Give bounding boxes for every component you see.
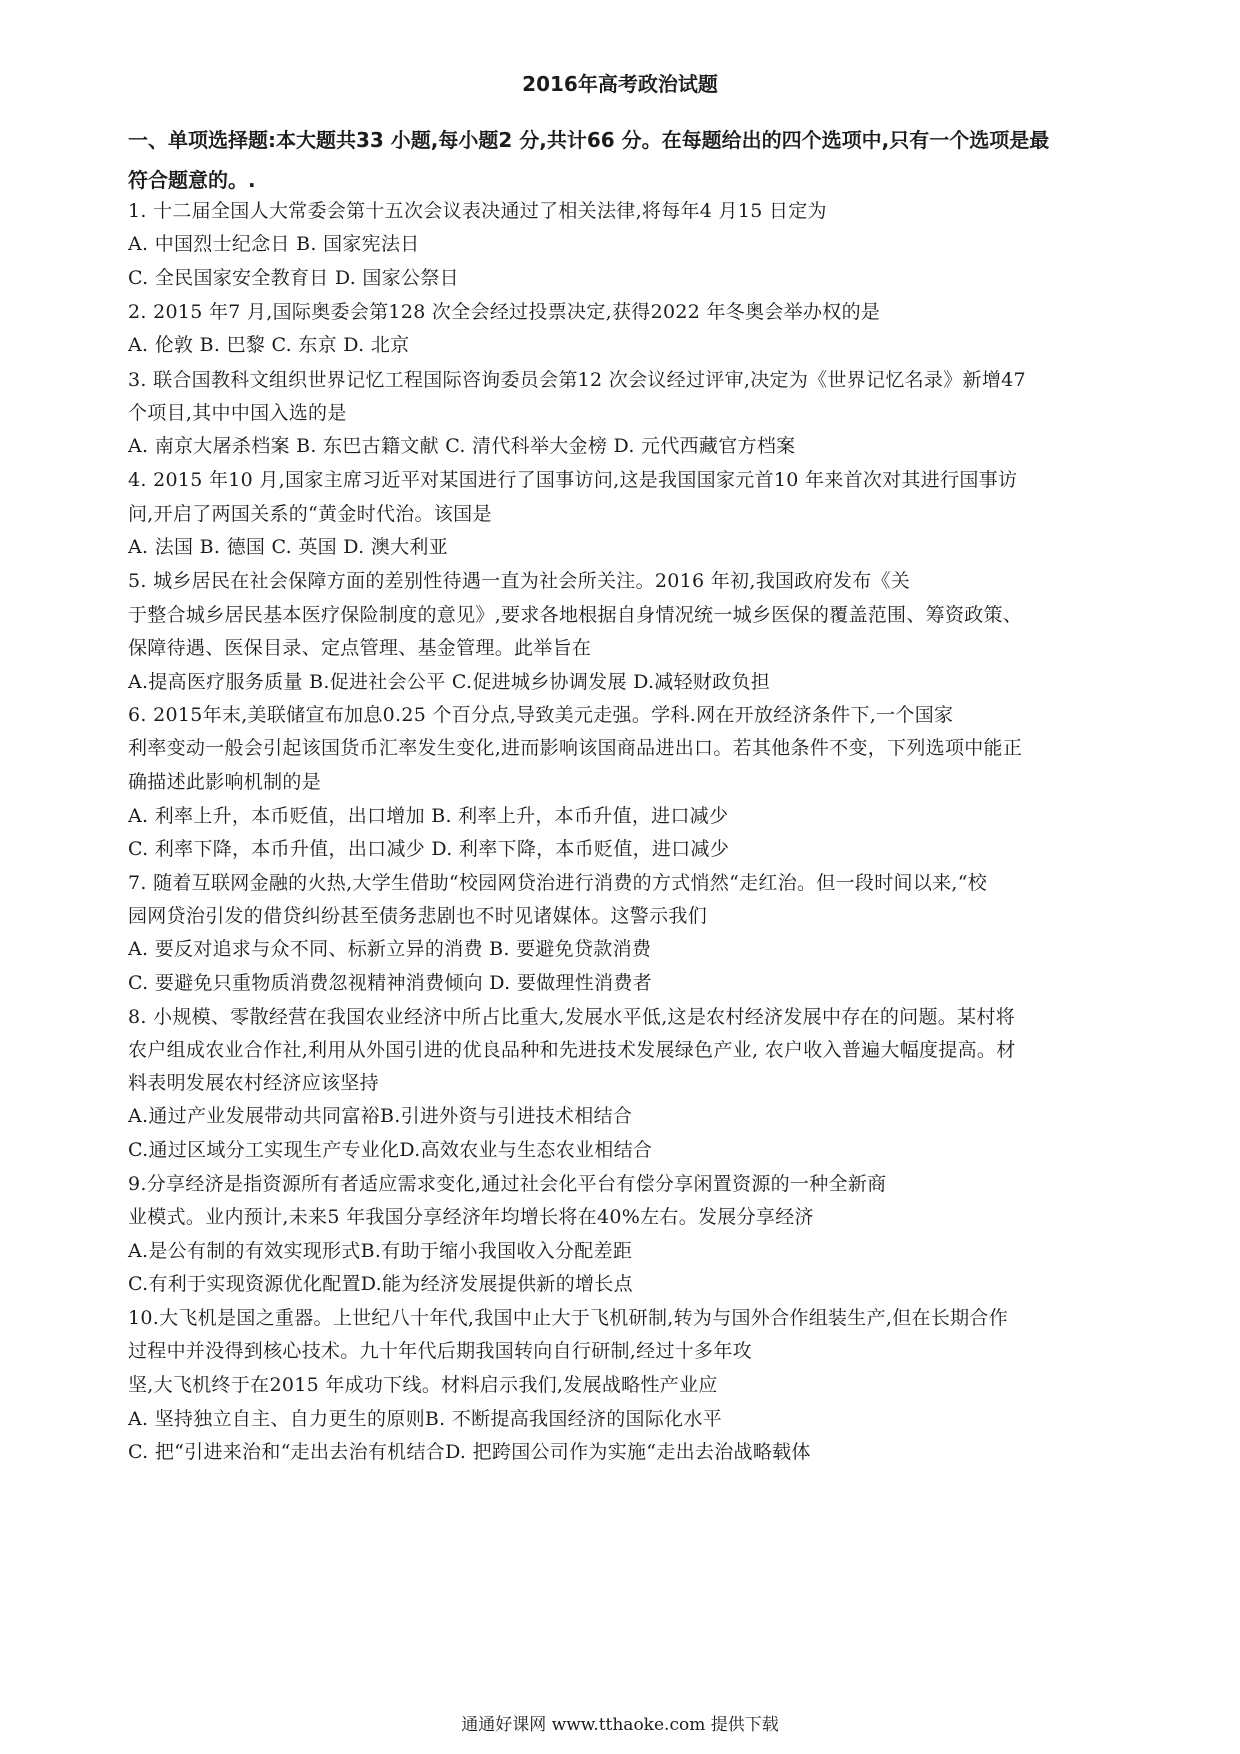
question-line: 7. 随着互联网金融的火热,大学生借助“校园网贷治进行消费的方式悄然“走红治。但一段时间以来,“校 — [128, 872, 988, 894]
question-line: 1. 十二届全国人大常委会第十五次会议表决通过了相关法律,将每年4 月15 日定为 — [128, 200, 827, 222]
question-line: C. 要避免只重物质消费忽视精神消费倾向 D. 要做理性消费者 — [128, 972, 652, 994]
question-line: A.是公有制的有效实现形式B.有助于缩小我国收入分配差距 — [128, 1240, 633, 1262]
question-line: 10.大飞机是国之重器。上世纪八十年代,我国中止大于飞机研制,转为与国外合作组装生产,但在长期合作 — [128, 1307, 1009, 1329]
question-line: C.通过区域分工实现生产专业化D.高效农业与生态农业相结合 — [128, 1139, 653, 1161]
question-line: 过程中并没得到核心技术。九十年代后期我国转向自行研制,经过十多年攻 — [128, 1340, 752, 1362]
question-line: 坚,大飞机终于在2015 年成功下线。材料启示我们,发展战略性产业应 — [128, 1374, 718, 1396]
question-line: C. 把“引进来治和“走出去治有机结合D. 把跨国公司作为实施“走出去治战略载体 — [128, 1441, 811, 1463]
question-line: 农户组成农业合作社,利用从外国引进的优良品种和先进技术发展绿色产业, 农户收入普遍大幅度提高。材 — [128, 1039, 1016, 1061]
question-line: 保障待遇、医保目录、定点管理、基金管理。此举旨在 — [128, 637, 592, 659]
section-heading-continued: 符合题意的。. — [128, 168, 256, 192]
question-line: 料表明发展农村经济应该坚持 — [128, 1072, 379, 1094]
question-line: 8. 小规模、零散经营在我国农业经济中所占比重大,发展水平低,这是农村经济发展中存在的问题。某村将 — [128, 1006, 1015, 1028]
question-line: A.通过产业发展带动共同富裕B.引进外资与引进技术相结合 — [128, 1105, 633, 1127]
question-line: A. 要反对追求与众不同、标新立异的消费 B. 要避免贷款消费 — [128, 938, 652, 960]
question-line: C.有利于实现资源优化配置D.能为经济发展提供新的增长点 — [128, 1273, 633, 1295]
question-line: 4. 2015 年10 月,国家主席习近平对某国进行了国事访问,这是我国国家元首10 年来首次对其进行国事访 — [128, 469, 1018, 491]
question-line: A.提高医疗服务质量 B.促进社会公平 C.促进城乡协调发展 D.减轻财政负担 — [128, 671, 771, 693]
question-line: 确描述此影响机制的是 — [128, 771, 322, 793]
page-title: 2016年高考政治试题 — [522, 72, 718, 96]
question-line: A. 利率上升，本币贬值，出口增加 B. 利率上升，本币升值，进口减少 — [128, 805, 729, 827]
question-line: A. 中国烈士纪念日 B. 国家宪法日 — [128, 233, 420, 255]
question-line: 3. 联合国教科文组织世界记忆工程国际咨询委员会第12 次会议经过评审,决定为《世界记忆名录》新增47 — [128, 369, 1026, 391]
question-line: A. 坚持独立自主、自力更生的原则B. 不断提高我国经济的国际化水平 — [128, 1408, 723, 1430]
question-line: 业模式。业内预计,未来5 年我国分享经济年均增长将在40%左右。发展分享经济 — [128, 1206, 814, 1228]
question-line: C. 利率下降，本币升值，出口减少 D. 利率下降，本币贬值，进口减少 — [128, 838, 730, 860]
question-line: A. 伦敦 B. 巴黎 C. 东京 D. 北京 — [128, 334, 410, 356]
question-line: C. 全民国家安全教育日 D. 国家公祭日 — [128, 267, 459, 289]
question-line: A. 南京大屠杀档案 B. 东巴古籍文献 C. 清代科举大金榜 D. 元代西藏官方档案 — [128, 435, 796, 457]
question-line: 2. 2015 年7 月,国际奥委会第128 次全会经过投票决定,获得2022 年冬奥会举办权的是 — [128, 301, 881, 323]
question-line: 6. 2015年末,美联储宣布加息0.25 个百分点,导致美元走强。学科.网在开放经济条件下,一个国家 — [128, 704, 954, 726]
question-line: 9.分享经济是指资源所有者适应需求变化,通过社会化平台有偿分享闲置资源的一种全新商 — [128, 1173, 887, 1195]
question-line: 问,开启了两国关系的“黄金时代治。该国是 — [128, 503, 492, 525]
question-line: 园网贷治引发的借贷纠纷甚至债务悲剧也不时见诸媒体。这警示我们 — [128, 905, 708, 927]
question-line: 于整合城乡居民基本医疗保险制度的意见》,要求各地根据自身情况统一城乡医保的覆盖范围、筹资政策、 — [128, 604, 1023, 626]
footer-credit: 通通好课网 www.tthaoke.com 提供下载 — [461, 1715, 779, 1735]
question-line: A. 法国 B. 德国 C. 英国 D. 澳大利亚 — [128, 536, 449, 558]
section-heading: 一、单项选择题:本大题共33 小题,每小题2 分,共计66 分。在每题给出的四个选项中,只有一个选项是最 — [128, 128, 1050, 152]
question-line: 利率变动一般会引起该国货币汇率发生变化,进而影响该国商品进出口。若其他条件不变，下列选项中能正 — [128, 737, 1023, 759]
question-line: 5. 城乡居民在社会保障方面的差别性待遇一直为社会所关注。2016 年初,我国政府发布《关 — [128, 570, 911, 592]
question-line: 个项目,其中中国入选的是 — [128, 402, 347, 424]
